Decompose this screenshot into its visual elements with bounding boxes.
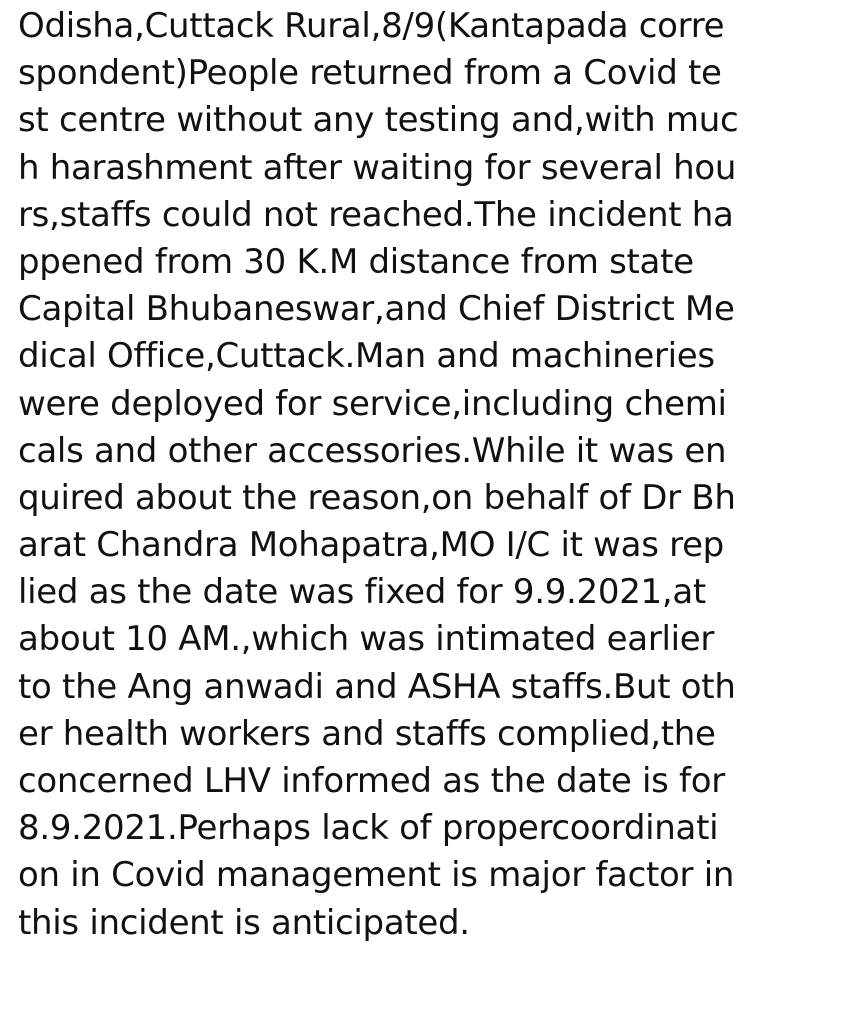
text-line: rs,staffs could not reached.The incident ha — [18, 194, 734, 235]
text-line: on in Covid management is major factor in — [18, 855, 735, 896]
text-line: 8.9.2021.Perhaps lack of propercoordinati — [18, 808, 719, 849]
text-line: spondent)People returned from a Covid te — [18, 53, 722, 94]
text-line: lied as the date was fixed for 9.9.2021,at — [18, 572, 706, 613]
text-line: h harashment after waiting for several hou — [18, 147, 737, 188]
text-line: quired about the reason,on behalf of Dr Bh — [18, 477, 736, 518]
text-line: about 10 AM.,which was intimated earlier — [18, 619, 715, 660]
text-line: ppened from 30 K.M distance from state — [18, 241, 694, 282]
text-line: this incident is anticipated. — [18, 902, 470, 943]
text-line: Capital Bhubaneswar,and Chief District Me — [18, 289, 735, 330]
text-line: were deployed for service,including chemi — [18, 383, 727, 424]
text-line: concerned LHV informed as the date is for — [18, 761, 725, 801]
news-report-text — [18, 3, 858, 947]
text-line: dical Office,Cuttack.Man and machineries — [18, 336, 715, 377]
text-line: cals and other accessories.While it was en — [18, 430, 727, 471]
text-line: arat Chandra Mohapatra,MO I/C it was rep — [18, 525, 724, 566]
text-line: Odisha,Cuttack Rural,8/9(Kantapada corre — [18, 6, 725, 46]
text-line: er health workers and staffs complied,the — [18, 713, 716, 754]
text-line: st centre without any testing and,with muc — [18, 100, 739, 141]
text-line: to the Ang anwadi and ASHA staffs.But oth — [18, 666, 736, 707]
